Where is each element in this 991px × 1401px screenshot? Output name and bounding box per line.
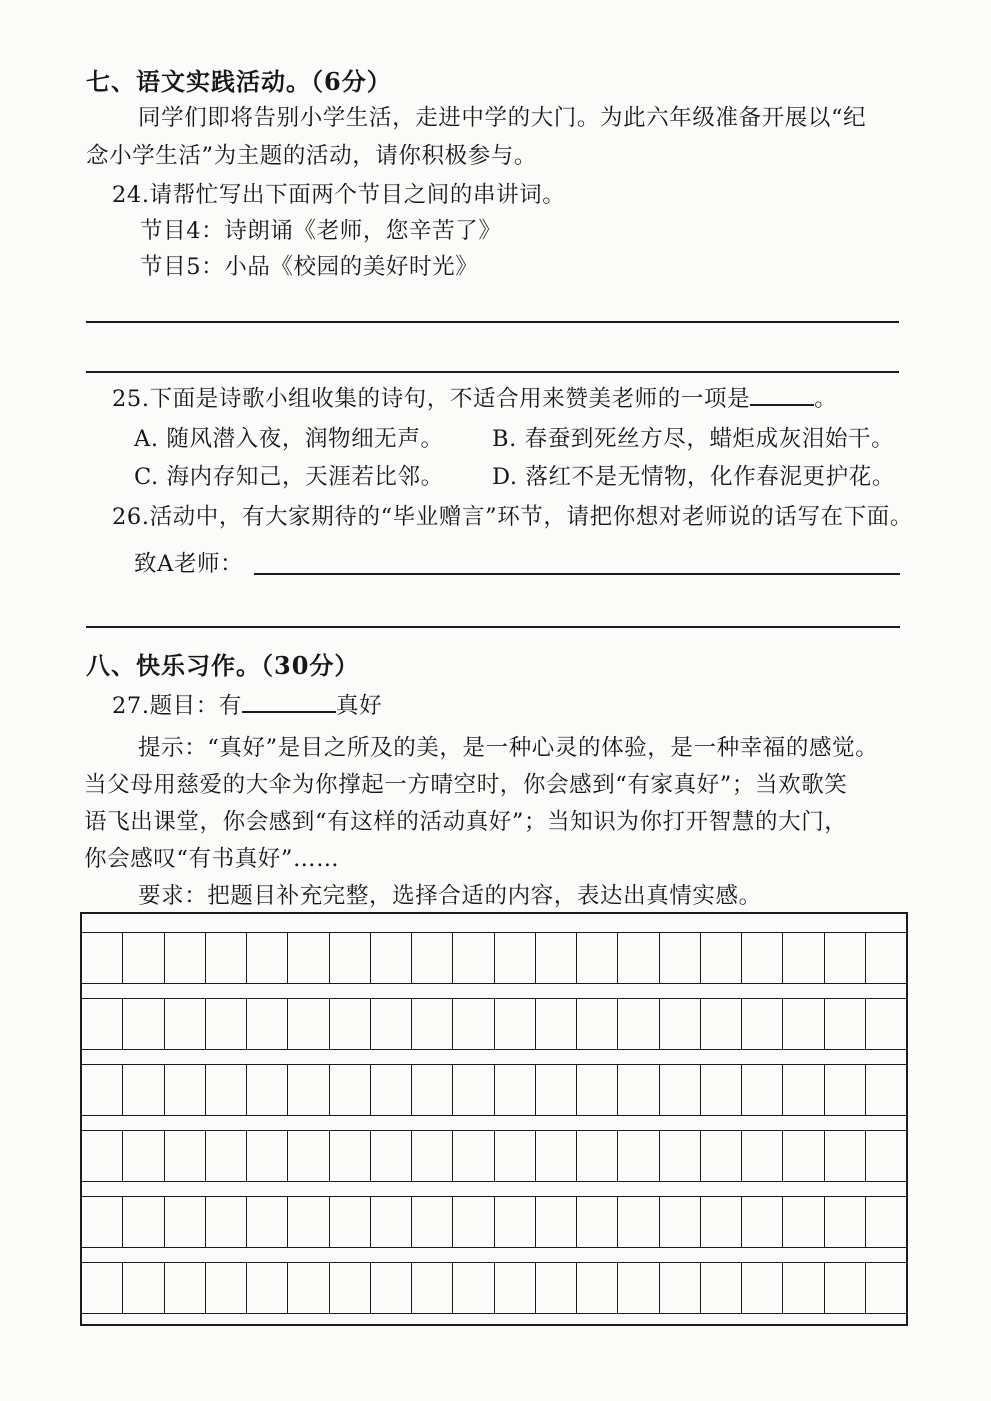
grid-cell[interactable] (742, 1263, 783, 1313)
grid-cell[interactable] (742, 1065, 783, 1115)
grid-cell[interactable] (330, 999, 371, 1049)
grid-cell[interactable] (165, 1065, 206, 1115)
grid-cell[interactable] (123, 1065, 164, 1115)
grid-cell[interactable] (742, 999, 783, 1049)
grid-cell[interactable] (82, 1065, 123, 1115)
program-4-text: 节目4：诗朗诵《老师，您辛苦了》 (140, 218, 502, 244)
to-teacher-label: 致A老师： (134, 551, 244, 577)
grid-cell[interactable] (453, 999, 494, 1049)
grid-cell[interactable] (330, 933, 371, 983)
hint-line-4: 你会感叹“有书真好”…… (84, 846, 340, 872)
program-5-text: 节目5：小品《校园的美好时光》 (140, 254, 479, 280)
question-26-prompt: 26.活动中，有大家期待的“毕业赠言”环节，请把你想对老师说的话写在下面。 (112, 504, 913, 530)
answer-line-24-1[interactable] (86, 321, 899, 323)
grid-cell[interactable] (123, 933, 164, 983)
grid-cell[interactable] (165, 1131, 206, 1181)
grid-cell[interactable] (165, 1263, 206, 1313)
grid-cell[interactable] (206, 1263, 247, 1313)
grid-cell[interactable] (206, 1065, 247, 1115)
requirement-text: 要求：把题目补充完整，选择合适的内容，表达出真情实感。 (138, 883, 762, 909)
grid-cell[interactable] (866, 1197, 906, 1247)
grid-cell[interactable] (618, 933, 659, 983)
grid-cell[interactable] (660, 1263, 701, 1313)
grid-cell[interactable] (412, 1263, 453, 1313)
grid-cell[interactable] (660, 933, 701, 983)
grid-cell[interactable] (247, 1197, 288, 1247)
grid-cell[interactable] (660, 1197, 701, 1247)
grid-cell[interactable] (206, 999, 247, 1049)
grid-cell[interactable] (247, 999, 288, 1049)
answer-blank-25[interactable] (750, 404, 814, 406)
grid-cell[interactable] (453, 1065, 494, 1115)
grid-cell[interactable] (701, 1131, 742, 1181)
grid-cell[interactable] (618, 1131, 659, 1181)
grid-cell[interactable] (618, 1065, 659, 1115)
grid-cell[interactable] (495, 999, 536, 1049)
option-c: C. 海内存知己，天涯若比邻。 (134, 464, 444, 490)
question-25-prompt (112, 388, 837, 411)
grid-cell[interactable] (165, 999, 206, 1049)
grid-cell[interactable] (330, 1263, 371, 1313)
hint-line-2: 当父母用慈爱的大伞为你撑起一方晴空时，你会感到“有家真好”；当欢歌笑 (84, 772, 848, 798)
question-24-prompt: 24.请帮忙写出下面两个节目之间的串讲词。 (112, 182, 566, 208)
grid-cell[interactable] (412, 933, 453, 983)
grid-cell[interactable] (660, 1131, 701, 1181)
hint-line-1: 提示：“真好”是目之所及的美，是一种心灵的体验，是一种幸福的感觉。 (138, 735, 879, 761)
title-blank-27[interactable] (242, 711, 336, 713)
writing-grid[interactable] (80, 912, 908, 1326)
grid-cell[interactable] (412, 1197, 453, 1247)
grid-cell[interactable] (453, 1263, 494, 1313)
grid-cell[interactable] (247, 933, 288, 983)
grid-cell[interactable] (495, 1065, 536, 1115)
grid-cell[interactable] (618, 1197, 659, 1247)
grid-cell[interactable] (123, 1197, 164, 1247)
grid-cell[interactable] (866, 933, 906, 983)
grid-cell[interactable] (866, 999, 906, 1049)
option-b: B. 春蚕到死丝方尽，蜡炬成灰泪始干。 (492, 426, 895, 452)
grid-cell[interactable] (371, 999, 412, 1049)
grid-cell[interactable] (82, 1131, 123, 1181)
grid-cell[interactable] (206, 933, 247, 983)
option-d: D. 落红不是无情物，化作春泥更护花。 (492, 464, 895, 490)
grid-cell[interactable] (123, 1131, 164, 1181)
grid-row (82, 1064, 906, 1116)
grid-cell[interactable] (82, 1197, 123, 1247)
grid-cell[interactable] (453, 933, 494, 983)
question-27-title-end: 真好 (335, 693, 383, 719)
section-8-heading: 八、快乐习作。（30分） (86, 651, 360, 680)
question-25-prompt-text: 25.下面是诗歌小组收集的诗句，不适合用来赞美老师的一项是 (112, 386, 751, 412)
grid-cell[interactable] (288, 933, 329, 983)
grid-cell[interactable] (783, 1197, 824, 1247)
grid-cell[interactable] (371, 1131, 412, 1181)
grid-cell[interactable] (618, 1263, 659, 1313)
grid-cell[interactable] (825, 1065, 866, 1115)
grid-cell[interactable] (783, 999, 824, 1049)
answer-line-26-1[interactable] (254, 573, 900, 575)
grid-cell[interactable] (247, 1065, 288, 1115)
grid-cell[interactable] (495, 1197, 536, 1247)
grid-cell[interactable] (742, 933, 783, 983)
grid-cell[interactable] (453, 1131, 494, 1181)
answer-line-24-2[interactable] (86, 371, 899, 373)
grid-cell[interactable] (82, 999, 123, 1049)
grid-cell[interactable] (288, 999, 329, 1049)
grid-cell[interactable] (247, 1263, 288, 1313)
grid-cell[interactable] (701, 1197, 742, 1247)
grid-cell[interactable] (825, 999, 866, 1049)
grid-cell[interactable] (412, 999, 453, 1049)
grid-cell[interactable] (536, 1263, 577, 1313)
grid-cell[interactable] (412, 1131, 453, 1181)
question-27-title (112, 695, 382, 718)
section-7-heading: 七、语文实践活动。（6分） (86, 67, 392, 96)
grid-cell[interactable] (701, 1263, 742, 1313)
grid-cell[interactable] (82, 1263, 123, 1313)
grid-cell[interactable] (206, 1131, 247, 1181)
grid-cell[interactable] (206, 1197, 247, 1247)
grid-row (82, 932, 906, 984)
grid-cell[interactable] (165, 1197, 206, 1247)
grid-row (82, 1130, 906, 1182)
grid-cell[interactable] (536, 1065, 577, 1115)
grid-cell[interactable] (536, 1131, 577, 1181)
answer-line-26-2[interactable] (86, 626, 900, 628)
grid-cell[interactable] (742, 1131, 783, 1181)
grid-cell[interactable] (783, 1065, 824, 1115)
grid-cell[interactable] (371, 933, 412, 983)
grid-cell[interactable] (123, 1263, 164, 1313)
grid-cell[interactable] (536, 933, 577, 983)
grid-cell[interactable] (577, 999, 618, 1049)
grid-cell[interactable] (577, 1197, 618, 1247)
grid-row (82, 1262, 906, 1314)
grid-cell[interactable] (412, 1065, 453, 1115)
grid-row (82, 1196, 906, 1248)
grid-cell[interactable] (783, 1131, 824, 1181)
grid-cell[interactable] (288, 1197, 329, 1247)
grid-cell[interactable] (701, 933, 742, 983)
grid-cell[interactable] (536, 999, 577, 1049)
grid-cell[interactable] (783, 1263, 824, 1313)
option-a: A. 随风潜入夜，润物细无声。 (134, 426, 444, 452)
grid-cell[interactable] (825, 1197, 866, 1247)
grid-cell[interactable] (82, 933, 123, 983)
grid-cell[interactable] (453, 1197, 494, 1247)
grid-cell[interactable] (701, 1065, 742, 1115)
grid-cell[interactable] (618, 999, 659, 1049)
grid-cell[interactable] (247, 1131, 288, 1181)
grid-cell[interactable] (371, 1197, 412, 1247)
grid-cell[interactable] (783, 933, 824, 983)
grid-row (82, 998, 906, 1050)
grid-cell[interactable] (123, 999, 164, 1049)
grid-cell[interactable] (825, 1131, 866, 1181)
grid-cell[interactable] (577, 1131, 618, 1181)
grid-cell[interactable] (536, 1197, 577, 1247)
grid-cell[interactable] (288, 1065, 329, 1115)
grid-cell[interactable] (288, 1131, 329, 1181)
grid-cell[interactable] (330, 1131, 371, 1181)
grid-cell[interactable] (288, 1263, 329, 1313)
grid-cell[interactable] (701, 999, 742, 1049)
question-27-title-text: 27.题目：有 (112, 693, 242, 719)
grid-cell[interactable] (371, 1065, 412, 1115)
grid-cell[interactable] (866, 1065, 906, 1115)
grid-cell[interactable] (866, 1263, 906, 1313)
grid-cell[interactable] (742, 1197, 783, 1247)
grid-cell[interactable] (660, 999, 701, 1049)
grid-cell[interactable] (330, 1197, 371, 1247)
question-25-prompt-end: 。 (814, 386, 838, 412)
grid-cell[interactable] (825, 933, 866, 983)
grid-cell[interactable] (660, 1065, 701, 1115)
grid-cell[interactable] (371, 1263, 412, 1313)
grid-cell[interactable] (165, 933, 206, 983)
section-7-intro-line-1: 同学们即将告别小学生活，走进中学的大门。为此六年级准备开展以“纪 (138, 105, 867, 131)
grid-cell[interactable] (825, 1263, 866, 1313)
grid-cell[interactable] (495, 1131, 536, 1181)
hint-line-3: 语飞出课堂，你会感到“有这样的活动真好”；当知识为你打开智慧的大门， (84, 809, 848, 835)
section-7-intro-line-2: 念小学生活”为主题的活动，请你积极参与。 (86, 143, 538, 169)
grid-cell[interactable] (495, 1263, 536, 1313)
grid-cell[interactable] (330, 1065, 371, 1115)
grid-cell[interactable] (577, 1263, 618, 1313)
grid-cell[interactable] (577, 933, 618, 983)
grid-cell[interactable] (577, 1065, 618, 1115)
grid-cell[interactable] (866, 1131, 906, 1181)
grid-cell[interactable] (495, 933, 536, 983)
